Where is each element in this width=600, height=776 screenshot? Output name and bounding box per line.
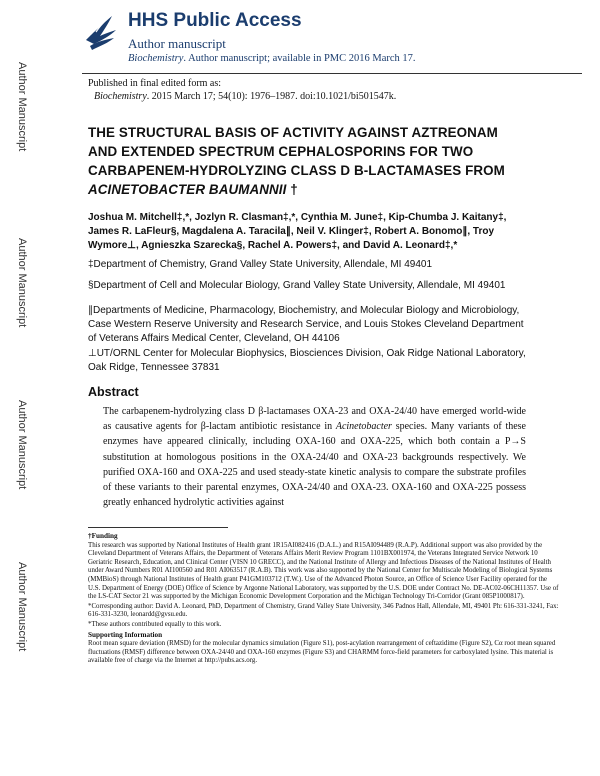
abstract-organism: Acinetobacter — [335, 421, 392, 433]
abstract-heading: Abstract — [88, 385, 139, 399]
availability-text: . Author manuscript; available in PMC 2016 March 17. — [183, 53, 416, 64]
paper-title — [88, 123, 528, 199]
citation-text: . 2015 March 17; 54(10): 1976–1987. doi:10.1021/bi501547k. — [146, 91, 397, 102]
author-manuscript-label: Author Manuscript — [16, 562, 28, 652]
title-organism: ACINETOBACTER BAUMANNII — [88, 182, 287, 197]
hhs-public-access-title: HHS Public Access — [128, 10, 302, 31]
publication-info — [88, 77, 568, 103]
title-footnote-mark: † — [290, 182, 298, 197]
footnotes — [88, 532, 560, 667]
author-manuscript-subtitle: Author manuscript — [128, 36, 226, 51]
citation-journal: Biochemistry — [94, 91, 147, 102]
funding-text: This research was supported by National Institutes of Health grant 1R15AI082416 (D.A.L.) and R15AI094489 (R.A.P). Additional support was also provided by the Cleveland Department of Veterans Affairs, the Department of Veterans Affairs Merit Review Program 1101BX001974, the Veterans Integrated Service Network 10 Geriatric Research, Education, and Clinical Center (VISN 10 GRECC), and the National Institute of Allergy and Infectious Diseases of the National Institutes of Health under Award Numbers R01 AI100560 and R01 AI063517 (R.A.B). This work was also supported by the National Center for Multiscale Modeling of Biological Systems (MMBioS) through National Institutes of Health grant P41GM103712 (T.W.). Use of the Advanced Photon Source, an Office of Science User Facility operated for the U.S. Department of Energy (DOE) Office of Science by Argonne National Laboratory, was supported by the U.S. DOE under Contract No. DE-AC02-06CH11357. Use of the LS-CAT Sector 21 was supported by the Michigan Economic Development Corporation and the Michigan Technology Tri-Corridor (Grant 085P1000817). — [88, 541, 559, 601]
left-margin-sidebar — [0, 0, 40, 776]
citation-line — [88, 90, 568, 103]
abstract-part-2: species. Many variants of these enzymes have appeared clinically, including OXA-160 and OXA-225, which both contain a P→S substitution at homologous positions in the OXA-24/40 and OXA-23 backgrounds respectively. We purified OXA-160 and OXA-225 and used steady-state kinetic analysis to compare the substrate profiles of these variants to their parental enzymes, OXA-24/40 and OXA-23. OXA-160 and OXA-225 possess greatly enhanced hydrolytic activities against — [103, 421, 526, 509]
supporting-info-text: Root mean square deviation (RMSD) for the molecular dynamics simulation (Figure S1), post-acylation rearrangement of ceftazidime (Figure S2), Cα root mean squared fluctuations (RMSF) difference between OXA-24/40 and OXA-160 enzymes (Figure S3) and CHARMM force-field parameters for carboxylated lysine. This material is available free of charge via the Internet at http://pubs.acs.org. — [88, 640, 556, 665]
abstract-text — [103, 404, 526, 510]
footnote-divider — [88, 527, 228, 528]
affiliation-case-western: ∥Departments of Medicine, Pharmacology, Biochemistry, and Molecular Biology and Microbiology, Case Western Reserve University and Research Service, and Louis Stokes Cleveland Department of Veterans Affairs Medical Center, Cleveland, OH 44106 — [88, 305, 524, 344]
affiliation-chemistry: ‡Department of Chemistry, Grand Valley State University, Allendale, MI 49401 — [88, 259, 433, 270]
funding-heading: †Funding — [88, 532, 118, 540]
page-header — [82, 8, 582, 68]
author-manuscript-label: Author Manuscript — [16, 400, 28, 490]
equal-contribution-note: *These authors contributed equally to this work. — [88, 620, 222, 628]
availability-line — [128, 53, 416, 64]
corresponding-author-note: *Corresponding author: David A. Leonard, PhD, Department of Chemistry, Grand Valley State University, 346 Padnos Hall, Allendale, MI, 49401 Ph: 616-331-3241, Fax: 616-331-3230, leonardd@gvsu.edu. — [88, 602, 559, 619]
abstract-part-1: The carbapenem-hydrolyzing class D β-lactamases OXA-23 and OXA-24/40 have emerged world-wide as causative agents for β-lactam antibiotic resistance in — [103, 406, 526, 433]
hhs-eagle-logo-icon — [82, 10, 120, 54]
supporting-info-heading: Supporting Information — [88, 630, 163, 639]
author-manuscript-label: Author Manuscript — [16, 62, 28, 152]
title-main: THE STRUCTURAL BASIS OF ACTIVITY AGAINST AZTREONAM AND EXTENDED SPECTRUM CEPHALOSPORINS FOR TWO CARBAPENEM-HYDROLYZING CLASS D B-LACTAMASES FROM — [88, 125, 505, 178]
author-list: Joshua M. Mitchell‡,*, Jozlyn R. Clasman‡,*, Cynthia M. June‡, Kip-Chumba J. Kaitany‡, James R. LaFleur§, Magdalena A. Taracila∥, Neil V. Klinger‡, Robert A. Bonomo∥, Troy Wymore⊥, Agnieszka Szarecka§, Rachel A. Powers‡, and David A. Leonard‡,* — [88, 212, 507, 251]
affiliation-ornl: ⊥UT/ORNL Center for Molecular Biophysics, Biosciences Division, Oak Ridge National Laboratory, Oak Ridge, Tennessee 37831 — [88, 348, 526, 373]
affiliation-cell-biology: §Department of Cell and Molecular Biology, Grand Valley State University, Allendale, MI 49401 — [88, 280, 506, 291]
author-manuscript-label: Author Manuscript — [16, 238, 28, 328]
journal-name: Biochemistry — [128, 53, 184, 64]
header-divider — [82, 73, 582, 74]
published-line: Published in final edited form as: — [88, 78, 222, 89]
